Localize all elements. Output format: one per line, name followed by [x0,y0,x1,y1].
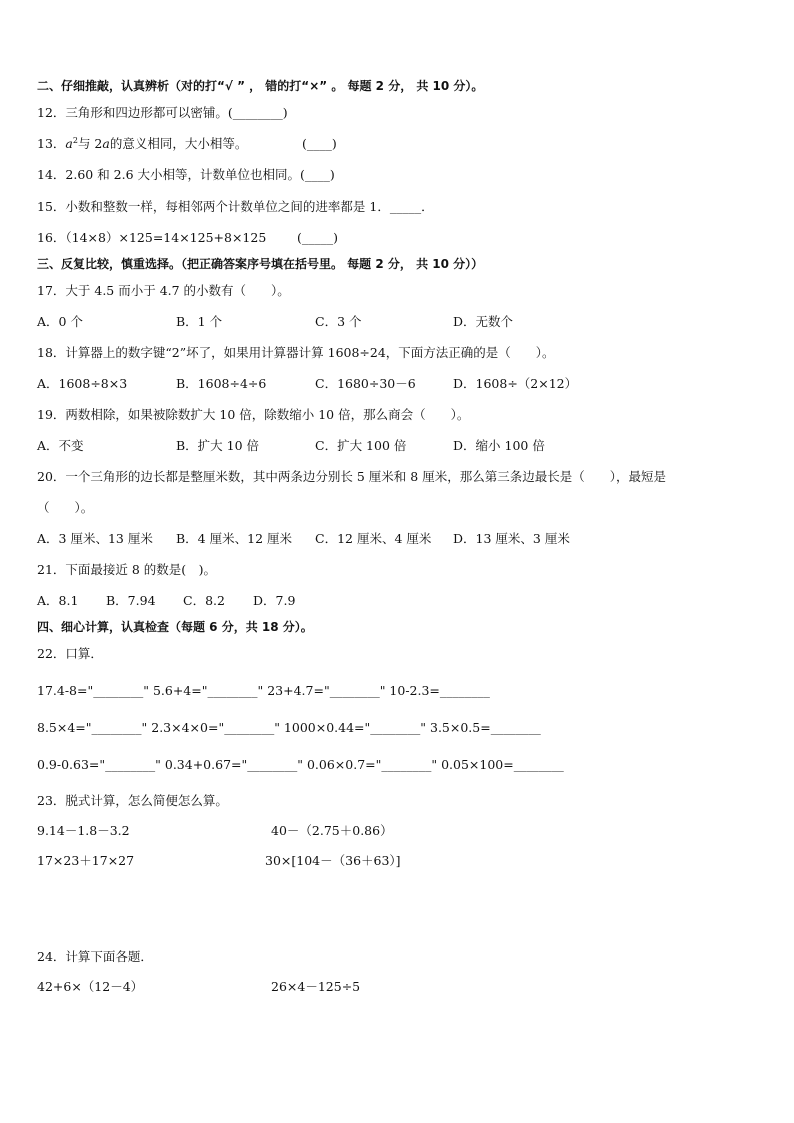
q13-var-a: a [65,136,73,151]
question-20-line-1: 20．一个三角形的边长都是整厘米数，其中两条边分别长 5 厘米和 8 厘米，那么第三条边最长是（ ），最短是 [37,469,666,484]
q21-option-d: D．7.9 [253,593,296,608]
q16-answer-blank: (_____) [297,230,339,245]
question-15: 15．小数和整数一样，每相邻两个计数单位之间的进率都是 1．_____． [37,199,434,214]
q18-option-a: A．1608÷8×3 [37,376,128,391]
q18-option-c: C．1680÷30－6 [315,376,416,391]
question-14: 14．2.60 和 2.6 大小相等，计数单位也相同。(____) [37,167,335,182]
q20-option-c: C．12 厘米、4 厘米 [315,531,432,546]
question-19: 19．两数相除，如果被除数扩大 10 倍，除数缩小 10 倍，那么商会（ ）。 [37,407,470,422]
q17-option-a: A．0 个 [37,314,83,329]
q22-row-3: 0.9-0.63="________" 0.34+0.67="________" 0.06×0.7="________" 0.05×100=________ [37,757,564,772]
q21-option-b: B．7.94 [106,593,156,608]
q23-item-4: 30×[104－（36＋63）] [265,853,401,868]
q23-item-2: 40－（2.75＋0.86） [271,823,393,838]
question-24: 24．计算下面各题． [37,949,153,964]
q18-option-d: D．1608÷（2×12） [453,376,578,391]
q13-middle: 与 2 [77,136,103,151]
question-17: 17．大于 4.5 而小于 4.7 的小数有（ ）。 [37,283,290,298]
section-4-heading: 四、细心计算，认真检查（每题 6 分，共 18 分）。 [37,620,313,634]
q21-option-c: C．8.2 [183,593,225,608]
question-20-line-2: （ ）。 [37,500,94,515]
q21-option-a: A．8.1 [37,593,79,608]
q13-exponent: 2 [72,135,78,145]
question-16: 16．（14×8）×125=14×125+8×125 [37,230,267,245]
question-13 [37,136,247,152]
q17-option-b: B．1 个 [176,314,223,329]
q19-option-c: C．扩大 100 倍 [315,438,407,453]
q19-option-d: D．缩小 100 倍 [453,438,545,453]
q13-var-a2: a [102,136,110,151]
question-21: 21．下面最接近 8 的数是( )。 [37,562,217,577]
q13-answer-blank: (____) [302,136,337,151]
q23-item-3: 17×23＋17×27 [37,853,135,868]
q13-rest: 的意义相同，大小相等。 [109,136,248,151]
section-3-heading: 三、反复比较，慎重选择。（把正确答案序号填在括号里。 每题 2 分， 共 10 分）） [37,257,484,271]
question-12: 12．三角形和四边形都可以密铺。(________) [37,105,288,120]
q19-option-a: A．不变 [37,438,84,453]
q17-option-c: C．3 个 [315,314,362,329]
q13-number: 13． [37,136,66,151]
q22-row-1: 17.4-8="________" 5.6+4="________" 23+4.7="________" 10-2.3=________ [37,683,490,698]
q17-option-d: D．无数个 [453,314,514,329]
q22-row-2: 8.5×4="________" 2.3×4×0="________" 1000×0.44="________" 3.5×0.5=________ [37,720,541,735]
q18-option-b: B．1608÷4÷6 [176,376,267,391]
question-22: 22．口算． [37,646,103,661]
q20-option-b: B．4 厘米、12 厘米 [176,531,292,546]
q19-option-b: B．扩大 10 倍 [176,438,260,453]
section-2-heading: 二、仔细推敲，认真辨析（对的打“√ ” ， 错的打“×” 。 每题 2 分， 共 10 分）。 [37,79,484,93]
question-23: 23．脱式计算，怎么简便怎么算。 [37,793,228,808]
q24-item-1: 42+6×（12－4） [37,979,144,994]
q20-option-a: A．3 厘米、13 厘米 [37,531,153,546]
question-18: 18．计算器上的数字键“2”坏了，如果用计算器计算 1608÷24，下面方法正确的是（ ）。 [37,345,555,360]
q24-item-2: 26×4－125÷5 [271,979,361,994]
q23-item-1: 9.14－1.8－3.2 [37,823,130,838]
q20-option-d: D．13 厘米、3 厘米 [453,531,570,546]
